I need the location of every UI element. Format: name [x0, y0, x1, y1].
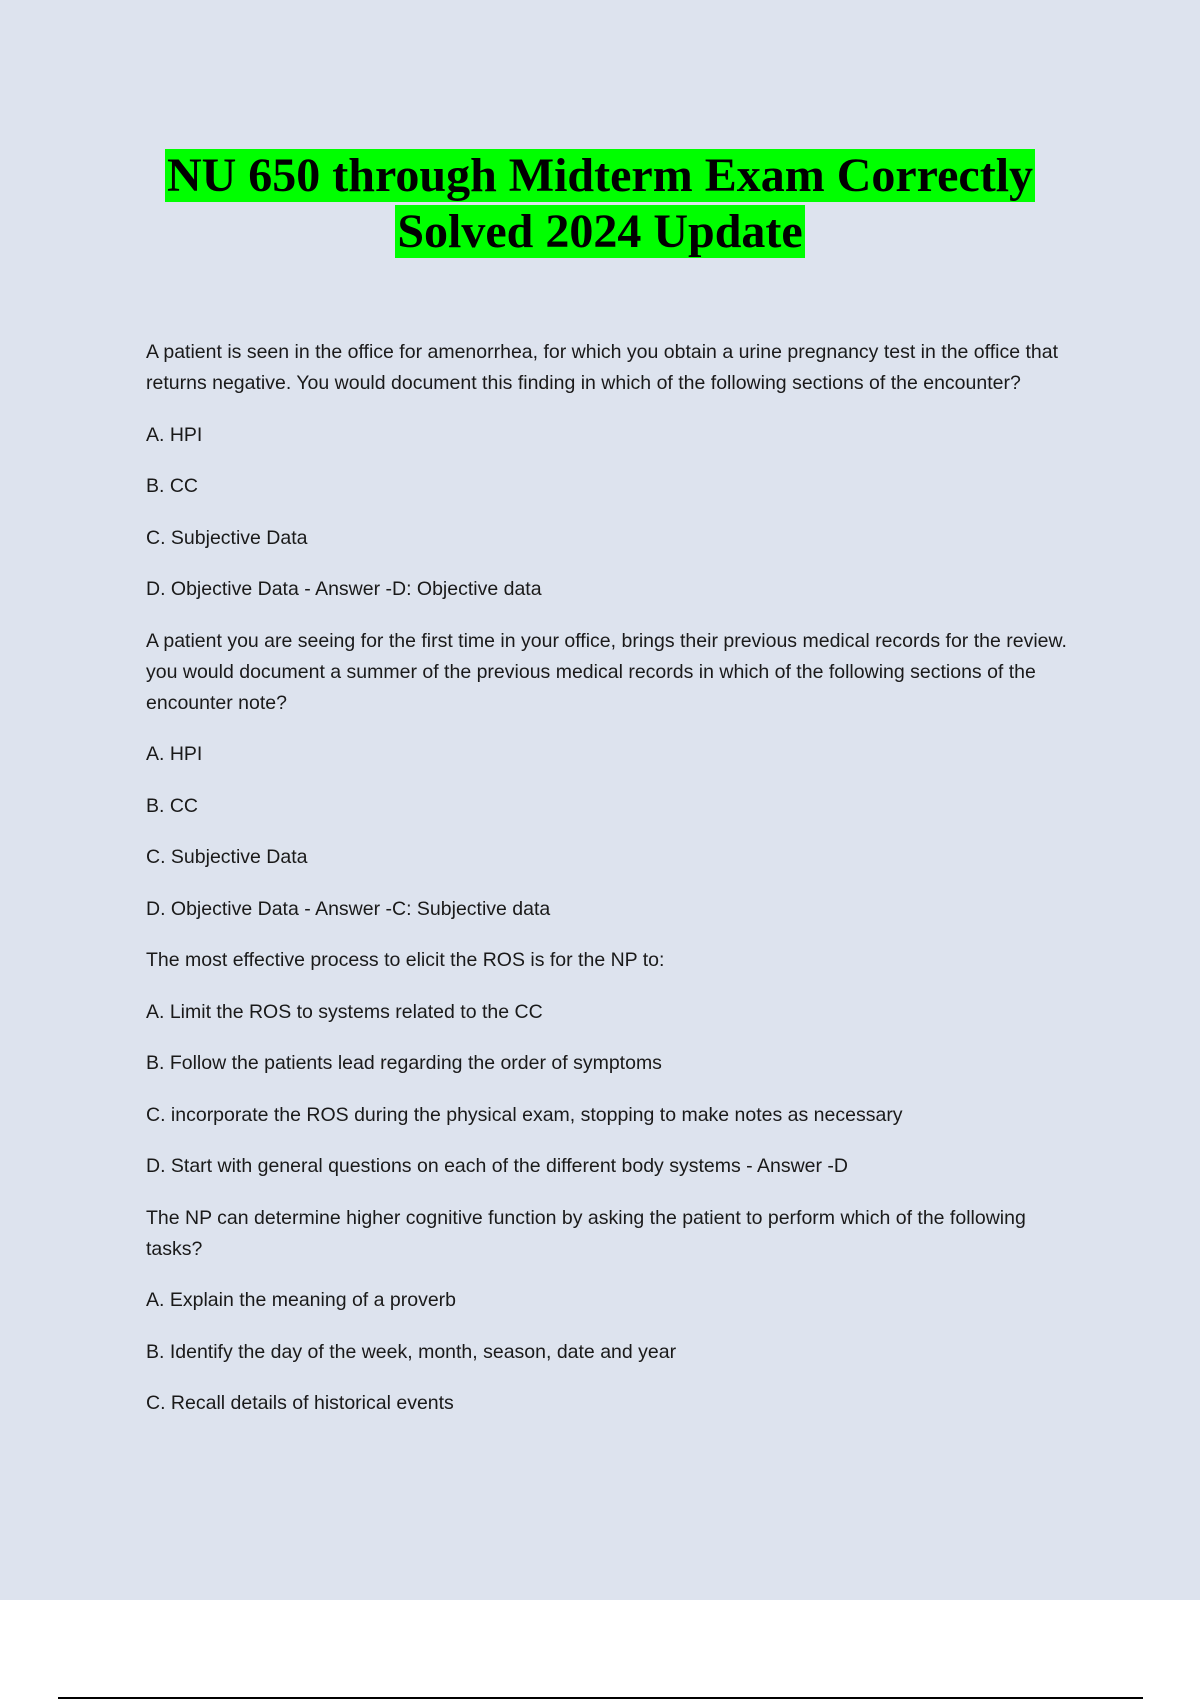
- question-1-option-b: B. CC: [146, 475, 199, 497]
- question-1-option-c: C. Subjective Data: [146, 526, 308, 549]
- title-line-2: Solved 2024 Update: [397, 205, 803, 258]
- document-title: [0, 148, 1200, 260]
- question-4-option-a: A. Explain the meaning of a proverb: [146, 1289, 457, 1311]
- question-3-text: The most effective process to elicit the ROS is for the NP to:: [146, 949, 665, 971]
- question-1-option-a: A. HPI: [146, 423, 203, 446]
- question-2-option-d-answer: D. Objective Data - Answer -C: Subjective data: [146, 897, 551, 920]
- question-4-text: The NP can determine higher cognitive function by asking the patient to perform which of the following tasks?: [146, 1206, 1026, 1260]
- question-2-option-a: A. HPI: [146, 743, 203, 765]
- exam-content: [146, 337, 1086, 1440]
- question-3-option-a: A. Limit the ROS to systems related to the CC: [146, 1000, 543, 1023]
- question-2-option-b: B. CC: [146, 794, 199, 817]
- question-2-option-c: C. Subjective Data: [146, 846, 308, 868]
- footer-divider: [58, 1697, 1143, 1699]
- question-3-option-c: C. incorporate the ROS during the physical exam, stopping to make notes as necessary: [146, 1103, 903, 1126]
- question-3-option-d-answer: D. Start with general questions on each of the different body systems - Answer -D: [146, 1155, 848, 1177]
- question-1-text: A patient is seen in the office for amenorrhea, for which you obtain a urine pregnancy test in the office that returns negative. You would document this finding in which of the following sections of the encounter?: [146, 341, 1059, 394]
- question-1-option-d-answer: D. Objective Data - Answer -D: Objective data: [146, 578, 542, 600]
- question-2-text: A patient you are seeing for the first time in your office, brings their previous medical records for the review. you would document a summer of the previous medical records in which of the following sections of the encounter note?: [146, 629, 1067, 714]
- question-3-option-b: B. Follow the patients lead regarding the order of symptoms: [146, 1052, 662, 1074]
- question-4-option-c: C. Recall details of historical events: [146, 1392, 454, 1414]
- question-4-option-b: B. Identify the day of the week, month, season, date and year: [146, 1340, 677, 1363]
- title-line-1: NU 650 through Midterm Exam Correctly: [166, 149, 1034, 202]
